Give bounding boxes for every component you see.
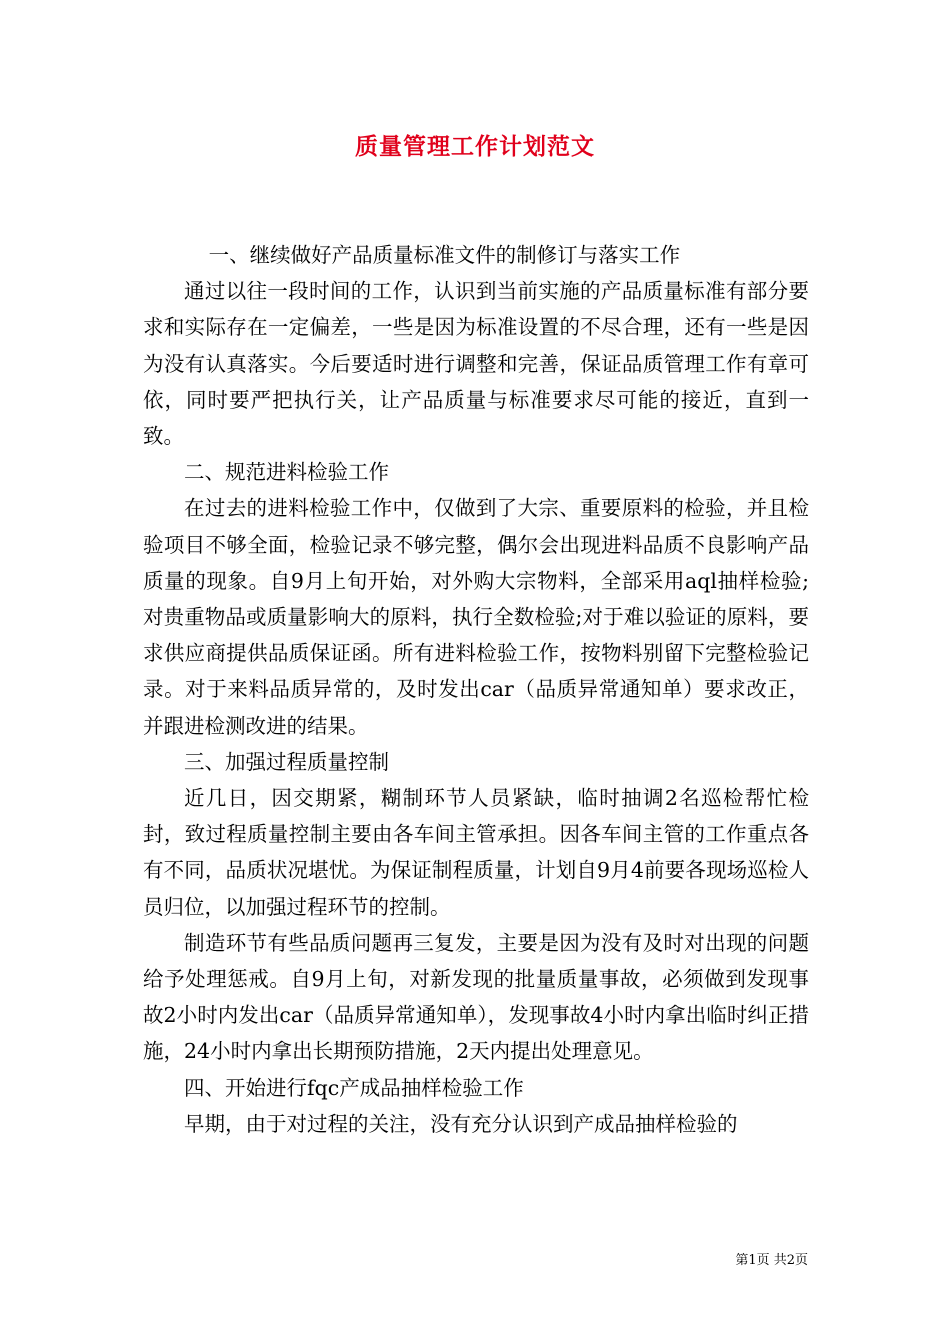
section-heading-3: 三、加强过程质量控制 [184,749,389,774]
paragraph: 早期，由于对过程的关注，没有充分认识到产成品抽样检验的 [184,1111,738,1136]
paragraph: 在过去的进料检验工作中，仅做到了大宗、重要原料的检验，并且检验项目不够全面，检验记录不够完整，偶尔会出现进料品质不良影响产品质量的现象。自9月上旬开始，对外购大宗物料，全部采用aql抽样检验;对贵重物品或质量影响大的原料，执行全数检验;对于难以验证的原料，要求供应商提供品质保证函。所有进料检验工作，按物料别留下完整检验记录。对于来料品质异常的，及时发出car（品质异常通知单）要求改正，并跟进检测改进的结果。 [143,496,809,738]
page-title: 质量管理工作计划范文 [355,133,595,160]
section-heading-4: 四、开始进行fqc产成品抽样检验工作 [184,1075,524,1100]
page-number-footer: 第1页 共2页 [735,1253,808,1268]
paragraph: 制造环节有些品质问题再三复发，主要是因为没有及时对出现的问题给予处理惩戒。自9月上旬，对新发现的批量质量事故，必须做到发现事故2小时内发出car（品质异常通知单），发现事故4小时内拿出临时纠正措施，24小时内拿出长期预防措施，2天内提出处理意见。 [143,930,809,1064]
paragraph: 通过以往一段时间的工作，认识到当前实施的产品质量标准有部分要求和实际存在一定偏差，一些是因为标准设置的不尽合理，还有一些是因为没有认真落实。今后要适时进行调整和完善，保证品质管理工作有章可依，同时要严把执行关，让产品质量与标准要求尽可能的接近，直到一致。 [143,279,809,449]
paragraph: 近几日，因交期紧，糊制环节人员紧缺，临时抽调2名巡检帮忙检封，致过程质量控制主要由各车间主管承担。因各车间主管的工作重点各有不同，品质状况堪忧。为保证制程质量，计划自9月4前要各现场巡检人员归位，以加强过程环节的控制。 [143,786,809,919]
document-body [143,237,809,1142]
section-heading-2: 二、规范进料检验工作 [184,460,389,485]
section-heading-1: 一、继续做好产品质量标准文件的制修订与落实工作 [208,243,681,267]
